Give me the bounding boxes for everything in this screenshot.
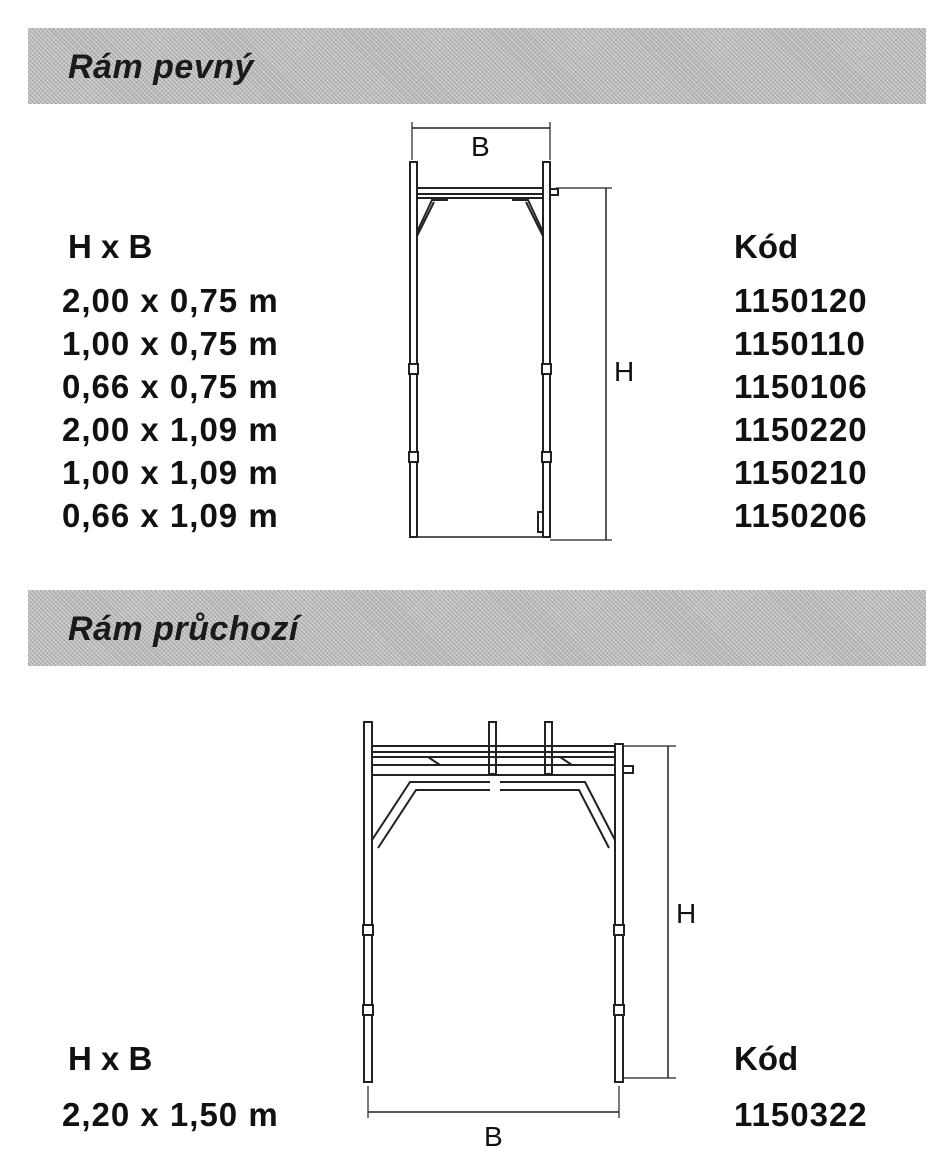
code-cell: 1150106 — [734, 368, 868, 405]
size-cell: 1,00 x 1,09 m — [62, 454, 279, 491]
code-cell: 1150206 — [734, 497, 868, 534]
right-post — [615, 744, 623, 1082]
code-cell: 1150120 — [734, 282, 868, 319]
size-cell: 1,00 x 0,75 m — [62, 325, 279, 362]
size-column-header: H x B — [68, 228, 153, 265]
size-cell: 2,00 x 1,09 m — [62, 411, 279, 448]
width-label: B — [484, 1121, 503, 1152]
section-title: Rám pevný — [68, 48, 254, 86]
code-cell: 1150322 — [734, 1096, 868, 1133]
width-label: B — [471, 131, 490, 162]
code-cell: 1150220 — [734, 411, 868, 448]
code-column-header: Kód — [734, 228, 799, 265]
code-cell: 1150110 — [734, 325, 866, 362]
code-cell: 1150210 — [734, 454, 868, 491]
section-title: Rám průchozí — [68, 610, 299, 648]
code-column-header: Kód — [734, 1040, 799, 1077]
size-cell: 2,20 x 1,50 m — [62, 1096, 279, 1133]
size-cell: 0,66 x 0,75 m — [62, 368, 279, 405]
height-label: H — [676, 898, 697, 929]
size-cell: 2,00 x 0,75 m — [62, 282, 279, 319]
left-post — [364, 722, 372, 1082]
size-cell: 0,66 x 1,09 m — [62, 497, 279, 534]
size-column-header: H x B — [68, 1040, 153, 1077]
height-label: H — [614, 356, 635, 387]
